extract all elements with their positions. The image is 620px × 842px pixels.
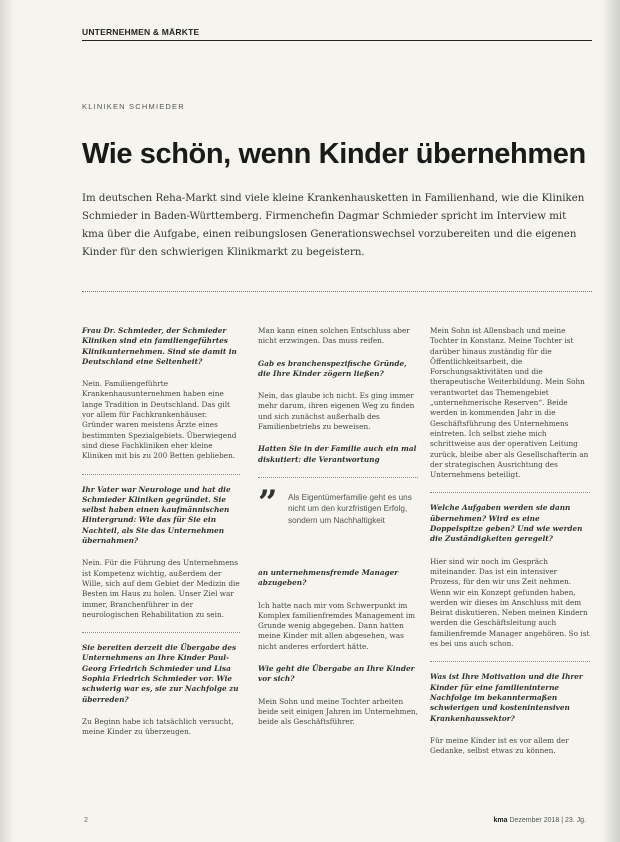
interview-answer: Nein. Für die Führung des Unternehmens ist Kompetenz wichtig, außerdem der Wille, sich auf dem Gebiet der Medizin die Besten im Haus zu holen. Unser Ziel war immer, Branchenführer in der neurologischen Rehabilitation zu sein. — [82, 558, 240, 619]
column-divider — [258, 477, 418, 478]
article-lead: Im deutschen Reha-Markt sind viele kleine Krankenhausketten in Familienhand, wie die Kliniken Schmieder in Baden-Württemberg. Firmenchefin Dagmar Schmieder spricht im Interview mit kma über die Aufgabe, einen reibungslosen Generationswechsel vorzubereiten und die eigenen Kinder für den schwierigen Klinikmarkt zu begeistern. — [82, 193, 585, 258]
interview-answer: Zu Beginn habe ich tatsächlich versucht, meine Kinder zu überzeugen. — [82, 716, 234, 737]
page-fold-shadow — [0, 0, 14, 842]
interview-question: Gab es branchenspezifische Gründe, die Ihre Kinder zögern ließen? — [258, 358, 407, 378]
header-rule — [82, 40, 592, 41]
interview-answer: Für meine Kinder ist es vor allem der Gedanke, selbst etwas zu können. — [430, 735, 569, 756]
text-column-1 — [82, 326, 240, 750]
interview-question: Frau Dr. Schmieder, der Schmieder Kliniken sind ein familiengeführtes Klinikunternehmen. Sind sie damit in Deutschland eine Seltenheit? — [82, 326, 237, 366]
text-column-3 — [430, 326, 590, 768]
issue-info: Dezember 2018 | 23. Jg. — [509, 817, 586, 824]
page-number: 2 — [84, 817, 88, 824]
quote-mark-icon: ” — [258, 482, 278, 523]
column-divider — [82, 474, 240, 475]
interview-question: Wie geht die Übergabe an Ihre Kinder vor sich? — [258, 664, 415, 684]
column-divider — [82, 632, 240, 633]
article-title: Wie schön, wenn Kinder übernehmen — [82, 138, 586, 170]
interview-answer: Nein, das glaube ich nicht. Es ging immer mehr darum, ihren eigenen Weg zu finden und sich zunächst außerhalb des Familienbetriebs zu beweisen. — [258, 391, 415, 432]
interview-answer: Mein Sohn ist Allensbach und meine Tochter in Konstanz. Meine Tochter ist darüber hinaus zuständig für die Öffentlichkeitsarbeit, die Forschungsaktivitäten und die therapeutische Weiterbildung. Mein Sohn verantwortet das Themengebiet „unternehmerische Reserven“. Beide werden in kommenden Jahr in die Geschäftsführung des Unternehmens eintreten. Ich selbst ziehe mich schrittweise aus der operativen Leitung zurück, bleibe aber als Gesellschafterin an der strategischen Ausrichtung des Unternehmens beteiligt. — [430, 326, 589, 480]
interview-answer: Ich hatte nach mir vom Schwerpunkt im Komplex familienfremdes Management im Grunde wenig abgegeben. Dann hatten meine Kinder mit allen abgesehen, was nicht anderes erfordert hätte. — [258, 600, 416, 651]
interview-answer: Hier sind wir noch im Gespräch miteinander. Das ist ein intensiver Prozess, für den wir uns Zeit nehmen. Wenn wir ein Konzept gefunden haben, werden wir dieses im Anschluss mit dem Beirat diskutieren. Neben meinen Kindern werden die Geschäftsleitung auch familienfremde Manager angehören. So ist es bei uns auch schon. — [430, 556, 590, 649]
column-divider — [430, 661, 590, 662]
pull-quote — [258, 482, 418, 552]
magazine-name: kma — [493, 817, 508, 824]
interview-answer: Nein. Familiengeführte Krankenhausunternehmen haben eine lange Tradition in Deutschland. Das gilt vor allem für Fachkrankenhäuser. Gründer waren meistens Ärzte eines bestimmten Spezialgebiets. Überwiegend sind diese Fachkliniken eher kleine Kliniken mit bis zu 200 Betten geblieben. — [82, 379, 237, 461]
interview-question: Welche Aufgaben werden sie dann übernehmen? Wird es eine Doppelspitze geben? Und wie werden die Zuständigkeiten geregelt? — [430, 503, 583, 544]
interview-question: Ihr Vater war Neurologe und hat die Schmieder Kliniken gegründet. Sie selbst haben einen kaufmännischen Hintergrund: Wie das für Sie ein Nachteil, als Sie das Unternehmen übernahmen? — [82, 484, 231, 546]
interview-answer: Mein Sohn und meine Tochter arbeiten beide seit einigen Jahren im Unternehmen, beide als Geschäftsführer. — [258, 696, 418, 727]
interview-answer: Man kann einen solchen Entschluss aber nicht erzwingen. Das muss reifen. — [258, 326, 410, 346]
footer-issue — [494, 817, 587, 824]
text-column-2 — [258, 326, 418, 740]
interview-question: Hatten Sie in der Familie auch ein mal diskutiert: die Verantwortung — [258, 444, 417, 464]
interview-question: an unternehmensfremde Manager abzugeben? — [258, 567, 399, 588]
article-kicker: KLINIKEN SCHMIEDER — [82, 102, 185, 111]
interview-question: Sie bereiten derzeit die Übergabe des Unternehmens an Ihre Kinder Paul-Georg Friedrich Schmieder und Lisa Sophia Friedrich Schmieder vor. Wie schwierig war es, sie zur Nachfolge zu überreden? — [82, 643, 239, 704]
page-edge-shadow — [602, 0, 620, 842]
pull-quote-text: Als Eigentümerfamilie geht es uns nicht um den kurzfristigen Erfolg, sondern um Nachhaltigkeit — [288, 492, 412, 525]
column-divider — [430, 492, 590, 493]
section-label: UNTERNEHMEN & MÄRKTE — [82, 27, 200, 37]
lead-divider — [82, 291, 592, 292]
interview-question: Was ist Ihre Motivation und die Ihrer Kinder für eine familieninterne Nachfolge im bekanntermaßen schwierigen und kostenintensiven Krankenhaussektor? — [430, 672, 583, 723]
